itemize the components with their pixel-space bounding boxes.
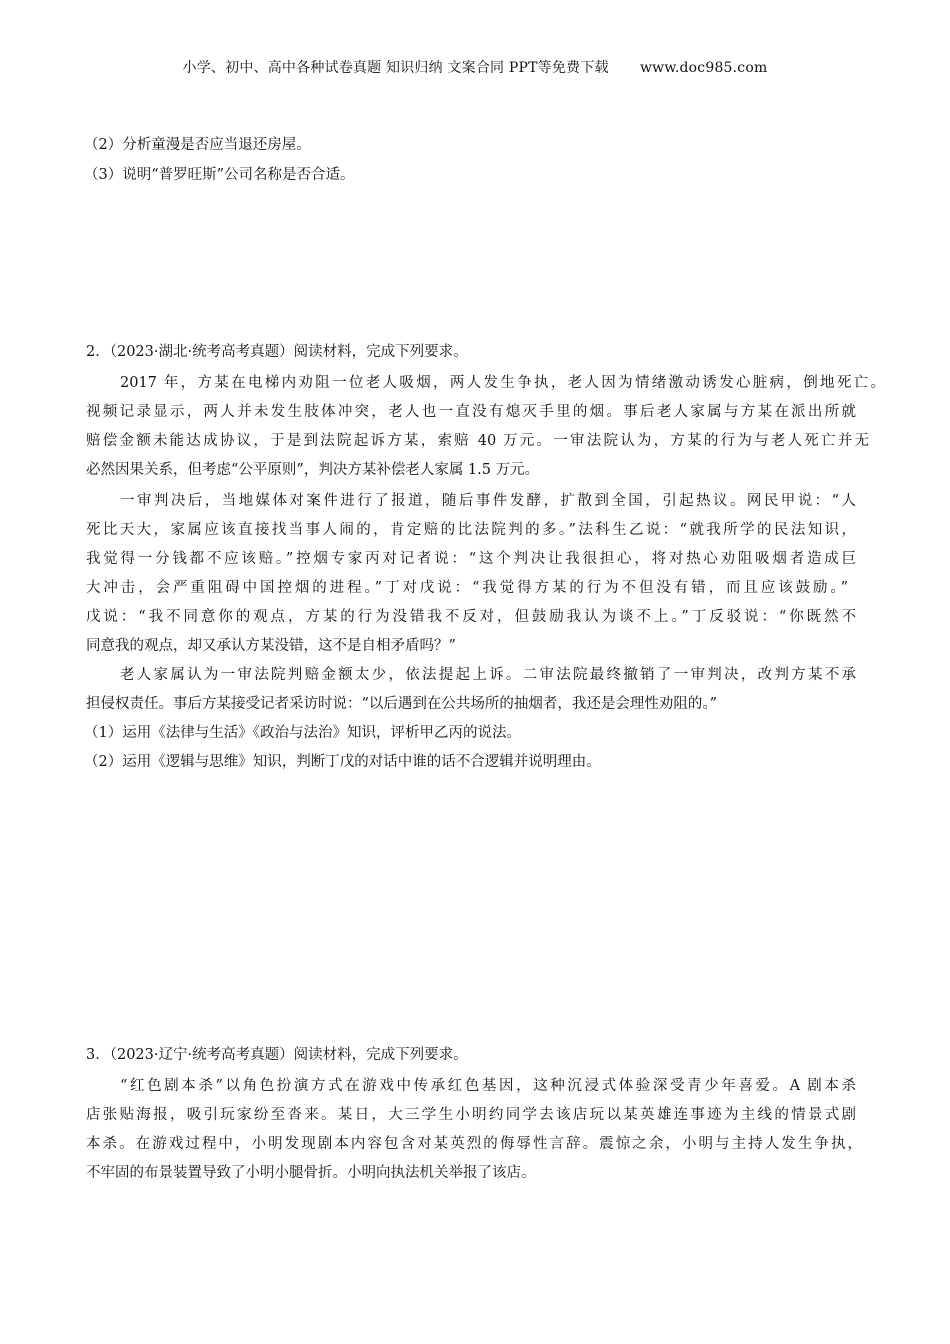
q3-heading: 3．（2023·辽宁·统考高考真题）阅读材料，完成下列要求。 [86, 1047, 468, 1063]
q2-paragraph-line: 视频记录显示，两人并未发生肢体冲突，老人也一直没有熄灭手里的烟。事后老人家属与方某在派出所就 [86, 404, 856, 420]
header-text: 小学、初中、高中各种试卷真题 知识归纳 文案合同 PPT等免费下载 [182, 60, 609, 76]
header-url: www.doc985.com [639, 60, 768, 76]
q2-sub2: （2）运用《逻辑与思维》知识，判断丁戊的对话中谁的话不合逻辑并说明理由。 [84, 754, 601, 770]
q2-paragraph-line: 赔偿金额未能达成协议，于是到法院起诉方某，索赔 40 万元。一审法院认为，方某的行为与老人死亡并无 [86, 433, 869, 449]
q2-paragraph-line: 一审判决后，当地媒体对案件进行了报道，随后事件发酵，扩散到全国，引起热议。网民甲说：“人 [120, 493, 856, 509]
page-header [0, 57, 950, 77]
q1-sub2: （2）分析童漫是否应当退还房屋。 [84, 137, 311, 153]
q3-paragraph-line: 本杀。在游戏过程中，小明发现剧本内容包含对某英烈的侮辱性言辞。震惊之余，小明与主持人发生争执， [86, 1136, 862, 1152]
q2-paragraph-line: 戊说：“我不同意你的观点，方某的行为没错我不反对，但鼓励我认为谈不上。”丁反驳说：“你既然不 [86, 609, 856, 625]
q2-paragraph-line: 死比天大，家属应该直接找当事人闹的，肯定赔的比法院判的多。”法科生乙说：“就我所学的民法知识， [86, 522, 856, 538]
q2-paragraph-line: 我觉得一分钱都不应该赔。”控烟专家丙对记者说：“这个判决让我很担心，将对热心劝阻吸烟者造成巨 [86, 551, 856, 567]
q3-paragraph-line: 不牢固的布景装置导致了小明小腿骨折。小明向执法机关举报了该店。 [86, 1165, 536, 1181]
q1-sub3: （3）说明“普罗旺斯”公司名称是否合适。 [84, 167, 355, 183]
q2-paragraph-line: 同意我的观点，却又承认方某没错，这不是自相矛盾吗？” [86, 638, 456, 654]
q3-paragraph-line: 店张贴海报，吸引玩家纷至沓来。某日，大三学生小明约同学去该店玩以某英雄连事迹为主线的情景式剧 [86, 1107, 856, 1123]
q2-paragraph-line: 2017 年，方某在电梯内劝阻一位老人吸烟，两人发生争执，老人因为情绪激动诱发心脏病，倒地死亡。 [120, 375, 885, 391]
q2-paragraph-line: 老人家属认为一审法院判赔金额太少，依法提起上诉。二审法院最终撤销了一审判决，改判方某不承 [120, 667, 856, 683]
q2-paragraph-line: 担侵权责任。事后方某接受记者采访时说：“以后遇到在公共场所的抽烟者，我还是会理性劝阻的。” [86, 696, 718, 712]
q3-paragraph-line: “红色剧本杀”以角色扮演方式在游戏中传承红色基因，这种沉浸式体验深受青少年喜爱。A 剧本杀 [120, 1078, 856, 1094]
q2-sub1: （1）运用《法律与生活》《政治与法治》知识，评析甲乙丙的说法。 [84, 725, 521, 741]
q2-paragraph-line: 必然因果关系，但考虑“公平原则”，判决方某补偿老人家属 1.5 万元。 [86, 462, 540, 478]
q2-paragraph-line: 大冲击，会严重阻碍中国控烟的进程。”丁对戊说：“我觉得方某的行为不但没有错，而且应该鼓励。” [86, 580, 848, 596]
q2-heading: 2．（2023·湖北·统考高考真题）阅读材料，完成下列要求。 [86, 344, 468, 360]
